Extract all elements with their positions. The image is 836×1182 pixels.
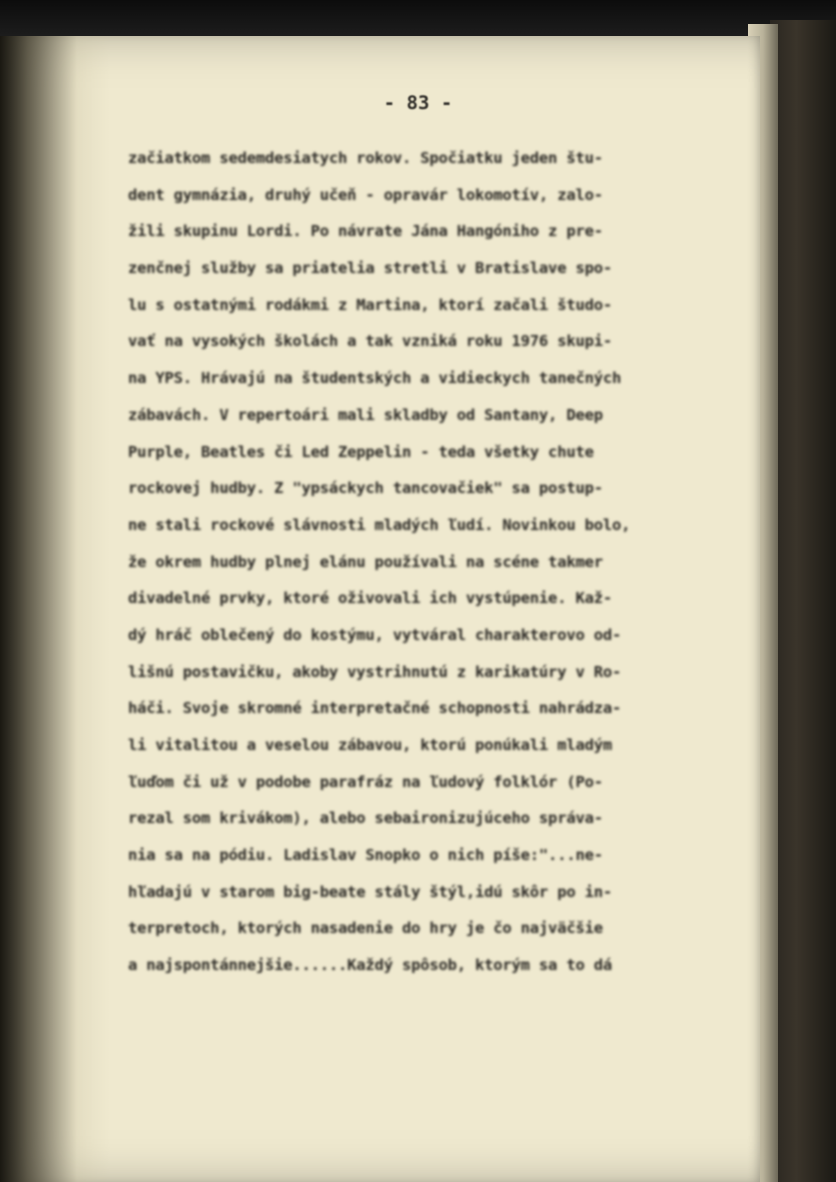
text-line: hľadajú v starom big-beate stály štýl,idú skôr po in-: [128, 882, 612, 901]
text-line: divadelné prvky, ktoré oživovali ich vystúpenie. Kaž-: [128, 589, 612, 608]
text-line: dent gymnázia, druhý učeň - opravár lokomotív, zalo-: [128, 185, 603, 204]
text-line: zenčnej služby sa priatelia stretli v Bratislave spo-: [128, 259, 612, 278]
text-line: rezal som krivákom), alebo sebaironizujúceho správa-: [128, 809, 603, 828]
text-line: Purple, Beatles či Led Zeppelin - teda všetky chute: [128, 442, 594, 461]
text-line: že okrem hudby plnej elánu používali na scéne takmer: [128, 552, 603, 571]
binder-cover-edge: [770, 20, 836, 1182]
text-line: a najspontánnejšie......Každý spôsob, ktorým sa to dá: [128, 956, 612, 975]
text-line: ne stali rockové slávnosti mladých ľudí. Novinkou bolo,: [128, 515, 631, 534]
text-line: li vitalitou a veselou zábavou, ktorú ponúkali mladým: [128, 736, 612, 754]
text-line: lu s ostatnými rodákmi z Martina, ktorí začali študo-: [128, 295, 612, 314]
text-line: nia sa na pódiu. Ladislav Snopko o nich píše:"...ne-: [128, 846, 603, 865]
text-line: vať na vysokých školách a tak vzniká roku 1976 skupi-: [128, 332, 612, 351]
body-text: [128, 140, 728, 984]
scan-top-shadow: [0, 0, 836, 40]
text-line: začiatkom sedemdesiatych rokov. Spočiatku jeden štu-: [128, 149, 603, 167]
text-line: žili skupinu Lordi. Po návrate Jána Hangóniho z pre-: [128, 222, 603, 241]
text-line: zábavách. V repertoári mali skladby od Santany, Deep: [128, 405, 603, 424]
text-line: háči. Svoje skromné interpretačné schopnosti nahrádza-: [128, 699, 622, 718]
text-line: na YPS. Hrávajú na študentských a vidieckych tanečných: [128, 369, 622, 388]
text-line: lišnú postavičku, akoby vystrihnutú z karikatúry v Ro-: [128, 662, 622, 681]
text-line: dý hráč oblečený do kostýmu, vytváral charakterovo od-: [128, 625, 622, 644]
page-number: - 83 -: [383, 92, 453, 114]
text-line: terpretoch, ktorých nasadenie do hry je čo najväčšie: [128, 919, 603, 938]
text-line: ľuďom či už v podobe parafráz na ľudový folklór (Po-: [128, 772, 603, 791]
text-line: rockovej hudby. Z "ypsáckych tancovačiek" sa postup-: [128, 479, 603, 498]
